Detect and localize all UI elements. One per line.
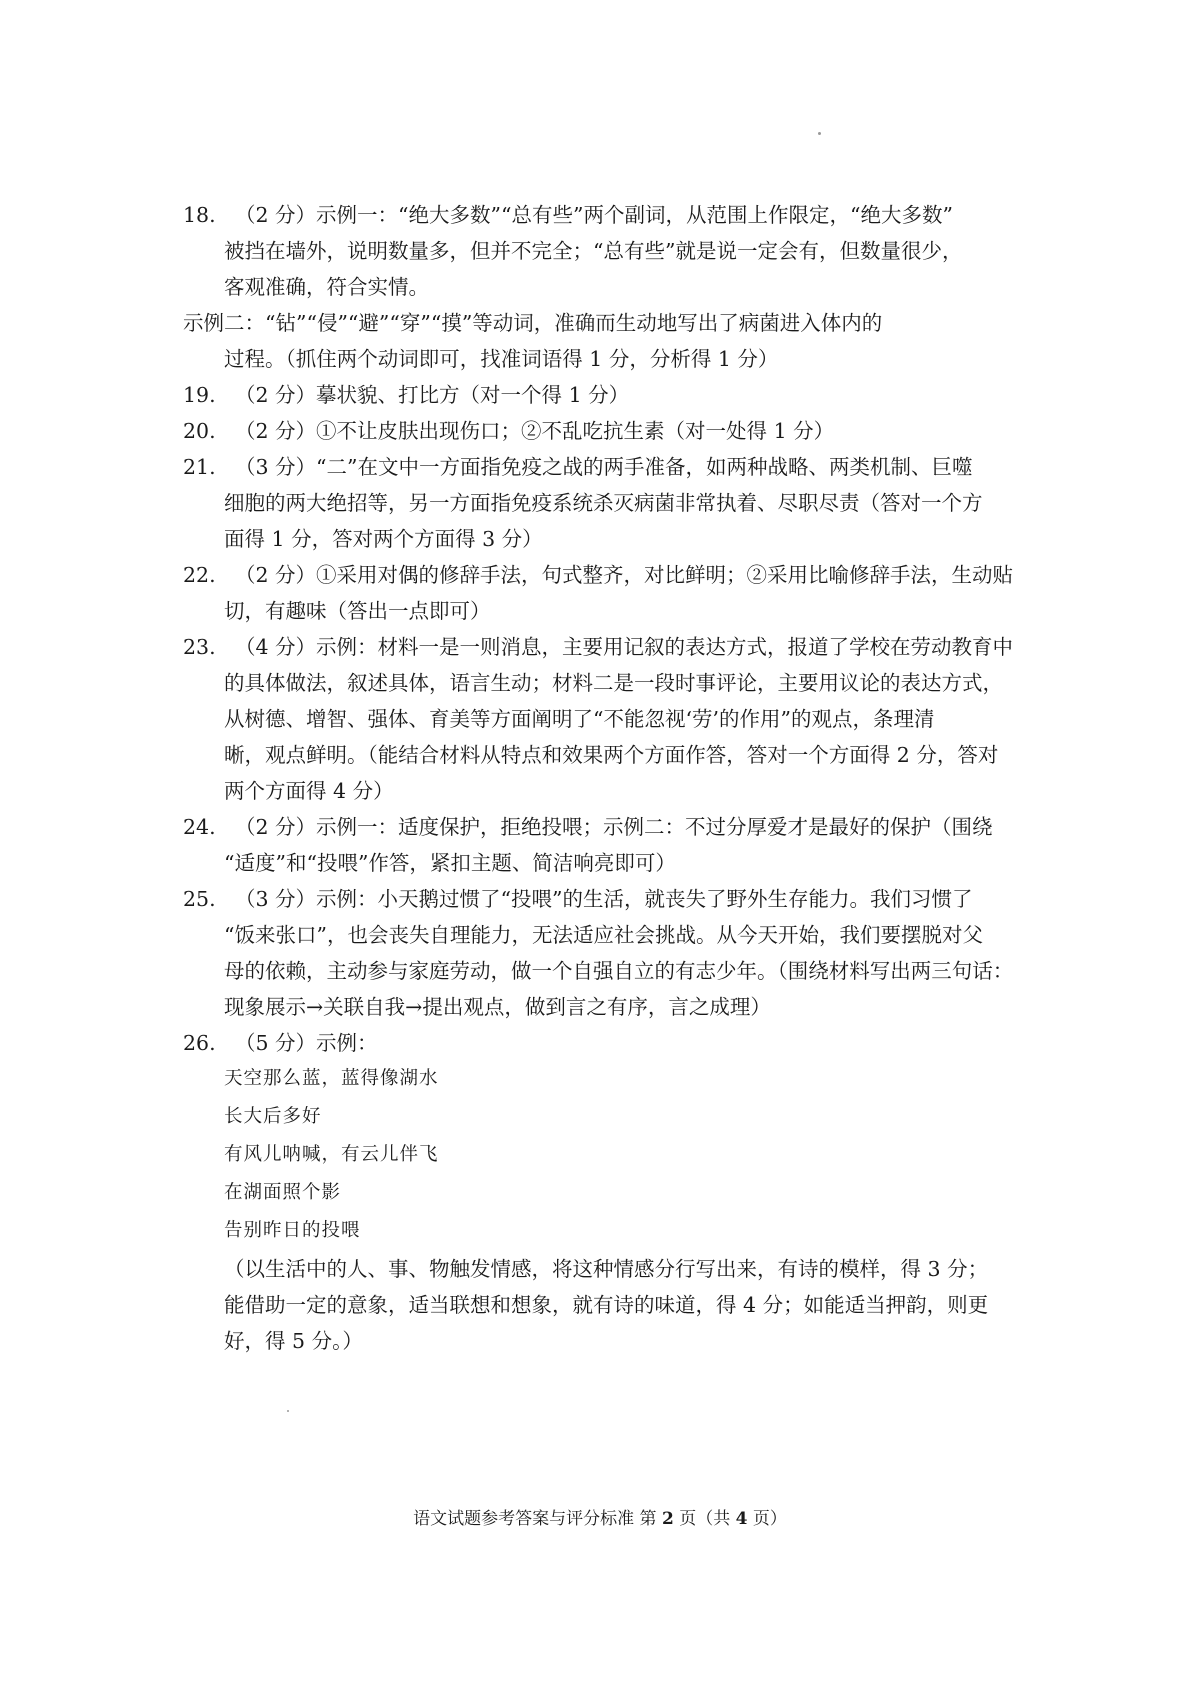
item-number: 19. [183, 383, 216, 407]
item-text-line: （4 分）示例：材料一是一则消息，主要用记叙的表达方式，报道了学校在劳动教育中 [235, 635, 1014, 659]
item-text-line: 从树德、增智、强体、育美等方面阐明了“不能忽视‘劳’的作用”的观点，条理清 [224, 707, 935, 731]
item-text-line: （2 分）示例一：适度保护，拒绝投喂；示例二：不过分厚爱才是最好的保护（围绕 [235, 815, 993, 839]
item-text-line: 切，有趣味（答出一点即可） [224, 599, 491, 623]
item-text-line: 母的依赖，主动参与家庭劳动，做一个自强自立的有志少年。（围绕材料写出两三句话： [224, 959, 1014, 983]
footer-suffix: 页） [752, 1509, 787, 1529]
item-number: 23. [183, 635, 216, 659]
item-text-line: （2 分）摹状貌、打比方（对一个得 1 分） [235, 383, 630, 407]
item-text-line: 的具体做法，叙述具体，语言生动；材料二是一段时事评论，主要用议论的表达方式， [224, 671, 1003, 695]
item-text-line: 两个方面得 4 分） [224, 779, 394, 803]
poem-line: 告别昨日的投喂 [224, 1220, 361, 1241]
scoring-note-line: 好，得 5 分。） [224, 1329, 363, 1353]
item-text-line: 过程。（抓住两个动词即可，找准词语得 1 分，分析得 1 分） [224, 347, 779, 371]
item-text-line: “饭来张口”，也会丧失自理能力，无法适应社会挑战。从今天开始，我们要摆脱对父 [224, 923, 983, 947]
item-text-line: 现象展示→关联自我→提出观点，做到言之有序，言之成理） [224, 995, 771, 1019]
item-number: 20. [183, 419, 216, 443]
item-number: 26. [183, 1031, 216, 1055]
poem-line: 长大后多好 [224, 1106, 322, 1127]
item-text-line: （3 分）“二”在文中一方面指免疫之战的两手准备，如两种战略、两类机制、巨噬 [235, 455, 973, 479]
item-text-line: 晰，观点鲜明。（能结合材料从特点和效果两个方面作答，答对一个方面得 2 分，答对 [224, 743, 999, 767]
scoring-note-line: （以生活中的人、事、物触发情感，将这种情感分行写出来，有诗的模样，得 3 分； [224, 1257, 989, 1281]
poem-line: 在湖面照个影 [224, 1182, 342, 1203]
item-text-line: “适度”和“投喂”作答，紧扣主题、简洁响亮即可） [224, 851, 676, 875]
scan-speck [287, 1410, 289, 1412]
poem-line: 天空那么蓝，蓝得像湖水 [224, 1068, 439, 1089]
scoring-note-line: 能借助一定的意象，适当联想和想象，就有诗的味道，得 4 分；如能适当押韵，则更 [224, 1293, 989, 1317]
item-text-line: （5 分）示例： [235, 1031, 378, 1055]
item-number: 24. [183, 815, 216, 839]
item-number: 21. [183, 455, 216, 479]
footer-middle: 页（共 [679, 1509, 731, 1529]
poem-line: 有风儿呐喊，有云儿伴飞 [224, 1144, 439, 1165]
footer-prefix: 语文试题参考答案与评分标准 第 [413, 1509, 657, 1529]
item-text-line: （3 分）示例：小天鹅过惯了“投喂”的生活，就丧失了野外生存能力。我们习惯了 [235, 887, 973, 911]
item-text-line: 示例二：“钻”“侵”“避”“穿”“摸”等动词，准确而生动地写出了病菌进入体内的 [183, 311, 883, 335]
item-number: 18. [183, 203, 216, 227]
item-text-line: 被挡在墙外，说明数量多，但并不完全；“总有些”就是说一定会有，但数量很少， [224, 239, 963, 263]
page-footer [0, 1507, 1200, 1531]
item-text-line: 面得 1 分，答对两个方面得 3 分） [224, 527, 543, 551]
footer-page-number: 2 [661, 1509, 674, 1529]
item-text-line: 客观准确，符合实情。 [224, 275, 429, 299]
item-text-line: （2 分）①不让皮肤出现伤口；②不乱吃抗生素（对一处得 1 分） [235, 419, 835, 443]
item-text-line: 细胞的两大绝招等，另一方面指免疫系统杀灭病菌非常执着、尽职尽责（答对一个方 [224, 491, 983, 515]
item-number: 25. [183, 887, 216, 911]
footer-total-pages: 4 [735, 1509, 748, 1529]
item-text-line: （2 分）示例一：“绝大多数”“总有些”两个副词，从范围上作限定，“绝大多数” [235, 203, 953, 227]
item-text-line: （2 分）①采用对偶的修辞手法，句式整齐，对比鲜明；②采用比喻修辞手法，生动贴 [235, 563, 1014, 587]
item-number: 22. [183, 563, 216, 587]
scan-speck [818, 132, 821, 135]
